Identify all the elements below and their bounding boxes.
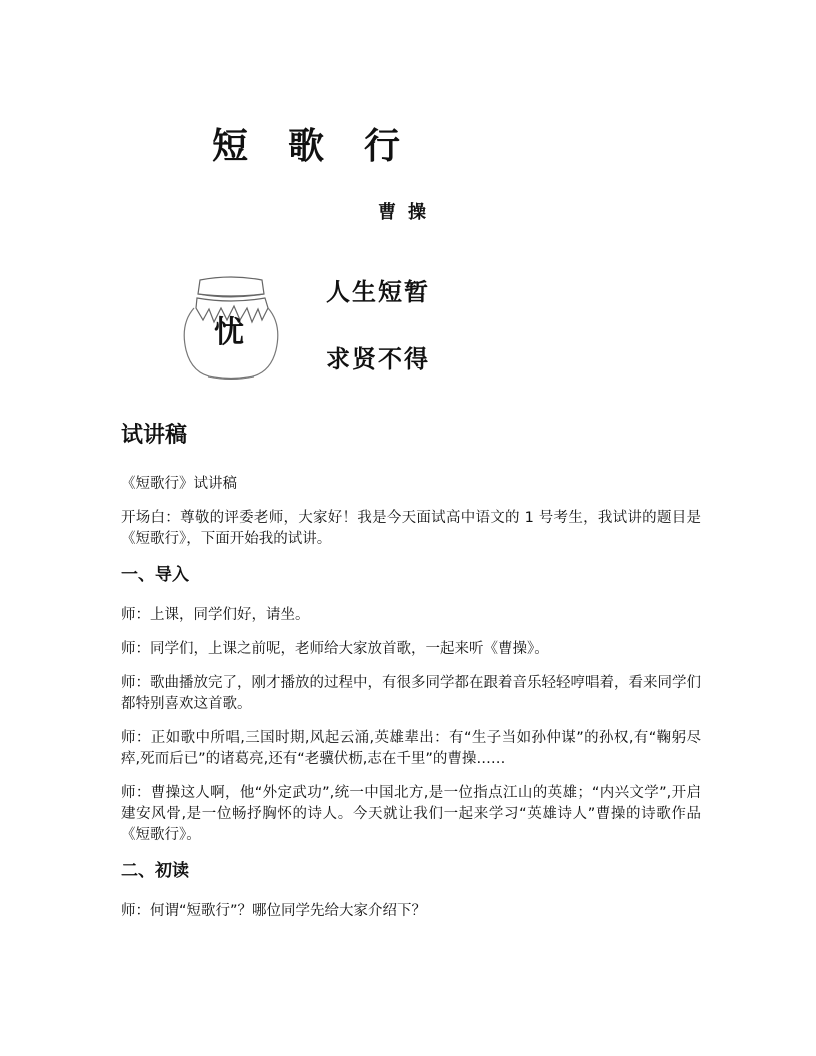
document-body — [121, 420, 701, 935]
heading-first-reading: 二、初读 — [121, 861, 189, 881]
paragraph: 师：正如歌中所唱,三国时期,风起云涌,英雄辈出：有“生子当如孙仲谋”的孙权,有“鞠躬尽瘁,死而后已”的诸葛亮,还有“老骥伏枥,志在千里”的曹操…… — [121, 730, 701, 767]
paragraph: 师：上课，同学们好，请坐。 — [121, 607, 310, 623]
opening-paragraph: 开场白：尊敬的评委老师，大家好！我是今天面试高中语文的 1 号考生，我试讲的题目是《短歌行》，下面开始我的试讲。 — [121, 510, 701, 547]
paragraph: 师：同学们，上课之前呢，老师给大家放首歌，一起来听《曹操》。 — [121, 641, 549, 657]
phrase-seeking-talent: 求贤不得 — [326, 344, 430, 373]
heading-introduction: 一、导入 — [121, 565, 189, 585]
poem-author: 曹操 — [378, 202, 438, 223]
paragraph: 师：曹操这人啊，他“外定武功”,统一中国北方,是一位指点江山的英雄；“内兴文学”,开启建安风骨,是一位畅抒胸怀的诗人。今天就让我们一起来学习“英雄诗人”曹操的诗歌作品《短歌行》。 — [121, 785, 701, 843]
document-subtitle: 《短歌行》试讲稿 — [121, 476, 237, 492]
section-title: 试讲稿 — [121, 423, 188, 448]
jar-character: 忧 — [214, 315, 244, 350]
phrase-life-short: 人生短暂 — [326, 277, 430, 306]
paragraph: 师：歌曲播放完了，刚才播放的过程中，有很多同学都在跟着音乐轻轻哼唱着，看来同学们都特别喜欢这首歌。 — [121, 675, 701, 712]
poem-title: 短歌行 — [212, 125, 441, 167]
paragraph: 师：何谓“短歌行”？哪位同学先给大家介绍下？ — [121, 903, 427, 919]
